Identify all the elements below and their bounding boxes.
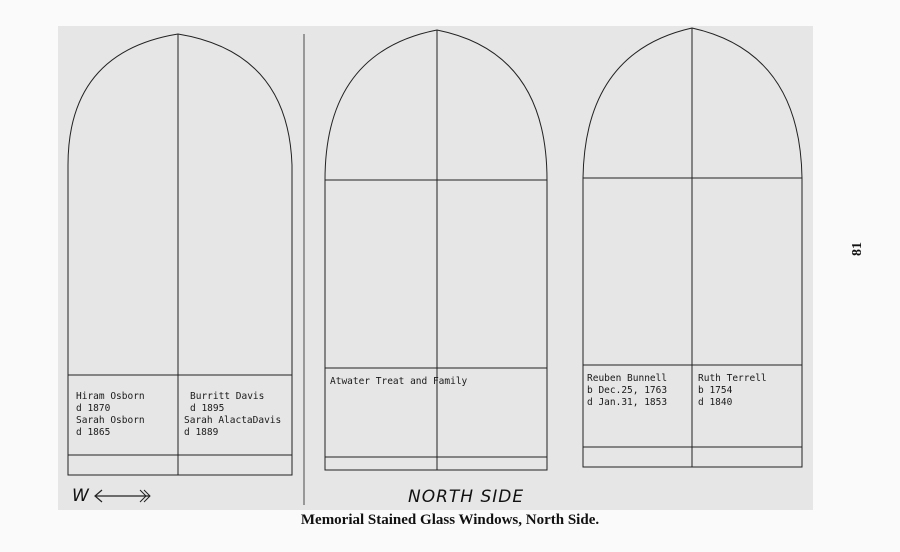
window-1-right-name: Burritt Davis (190, 391, 265, 402)
window-1-right-name2: Sarah AlactaDavis (184, 415, 282, 426)
window-3-left-name: Reuben Bunnell (587, 373, 668, 384)
window-1-left-date2: d 1865 (76, 427, 111, 438)
window-3-right-line1: b 1754 (698, 385, 733, 396)
window-1-right-date2: d 1889 (184, 427, 219, 438)
window-2-outline (325, 30, 547, 470)
window-1-left-date: d 1870 (76, 403, 111, 414)
window-3-right-name: Ruth Terrell (698, 373, 767, 384)
window-1-right-date: d 1895 (190, 403, 225, 414)
window-3-left-line1: b Dec.25, 1763 (587, 385, 668, 396)
window-3-right-line2: d 1840 (698, 397, 733, 408)
direction-label: W (72, 486, 89, 506)
window-1-left-name: Hiram Osborn (76, 391, 145, 402)
window-2-text: Atwater Treat and Family (330, 376, 468, 387)
side-label: NORTH SIDE (408, 487, 525, 507)
caption: Memorial Stained Glass Windows, North Side. (300, 512, 600, 528)
page-number: 81 (850, 242, 865, 256)
window-1-left-name2: Sarah Osborn (76, 415, 145, 426)
window-3-left-line2: d Jan.31, 1853 (587, 397, 668, 408)
